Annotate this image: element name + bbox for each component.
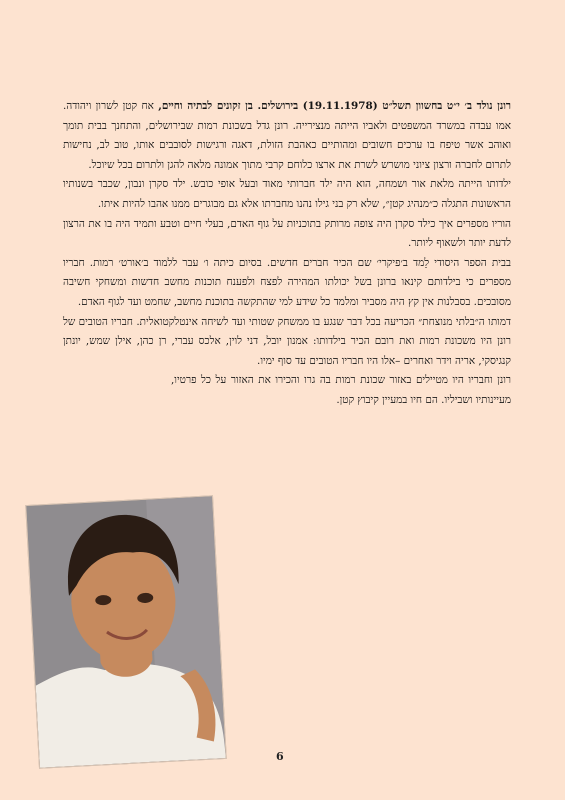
body-text [63, 97, 511, 411]
paragraph-1 [63, 97, 511, 175]
page-number: 6 [276, 750, 284, 763]
paragraph-1-bold-run: רונן נולד ב׳ י״ט בחשוון תשל״ט (19.11.1978) בירושלים. בן זקונים לבתיה וחיים, [158, 100, 511, 112]
paragraph-1-text: אח קטן לשרון ויהודה. אמו עבדה במשרד המשפטים ולאביו הייתה מנצירייה. רונן גדל בשכונת רמות שבירושלים, והתחנך בבית תומך ואוהב אשר טיפח בו ערכים חשובים ומהותיים כאהבת הזולת, דאגה ורגישות לסובבים אותו, טוב לב, נחישות לתרום לחברה ורצון ציוני מושרש לשרת את ארצו כלוחם קרבי מתוך אמונה מלאה להגן ולתרום בכל שיוכל. [63, 100, 511, 171]
paragraph-4: בבית הספר היסודי לֵמד ב׳פיקרי׳ שם הכיר חברים חדשים. בסיום כיתה ו׳ עבר ללמוד ב׳אורט׳ רמות. חבריו מספרים כי בילדותם קינאו ברונן בשל יכולתו המהירה לפצח ולפענח תוכנות מחשב חדשות ומשחקי חשיבה מסובכים. בסבלנות אין קץ היה מסביר ומלמד כל שידע למי שהתקשה בתוכנת מחשב, שחמט ועד לגוף האדם. [63, 256, 511, 308]
photo-of-young-boy-icon [25, 495, 227, 768]
photo-illustration [26, 496, 225, 767]
paragraph-6: רונן וחבריו היו מטיילים באזור שכונת רמות בה גרו והכירו את האזור על כל פרטיו, מעיינותיו ושביליו. הם חיו במעיין קיבוץ קטן. [171, 374, 511, 406]
paragraph-5: דמותו ה״בלתי מנוצחת״ הכריעה בכל דבר שנגע בו ממשחק שטותי ועד לשיחה אינטלקטואלית. חבריו הטובים של רונן היו משכונת רמות ואת רובם הכיר בילדותו: אמנון יובל, דני לוין, אלכס עברי, רן כהן, אילן שמש, יונתן קנגיסקי, אריה וידר ואחרים –אלו היו חבריו הטובים עד סוף ימיו. [63, 315, 511, 367]
paragraph-3: הוריו מספרים איך כילד סקרן היה צופה מרותק בתוכניות על גוף האדם, בעלי חיים וטבע ותמיד היה בו את הרצון לדעת יותר ולשאוף ליותר. [63, 217, 511, 250]
paragraph-2: ילדותו הייתה מלאת אור ושמחה, הוא היה ילד חברותי מאוד ובעל אופי כובש. ילד סקרן ונבון, שכבר בשנותיו הראשונות התגלה כ״מנהיג קטן״, שלא רק בני גילו נהנו מחברתו אלא גם מבוגרים ממנו אהבו להיות איתו. [63, 178, 511, 210]
